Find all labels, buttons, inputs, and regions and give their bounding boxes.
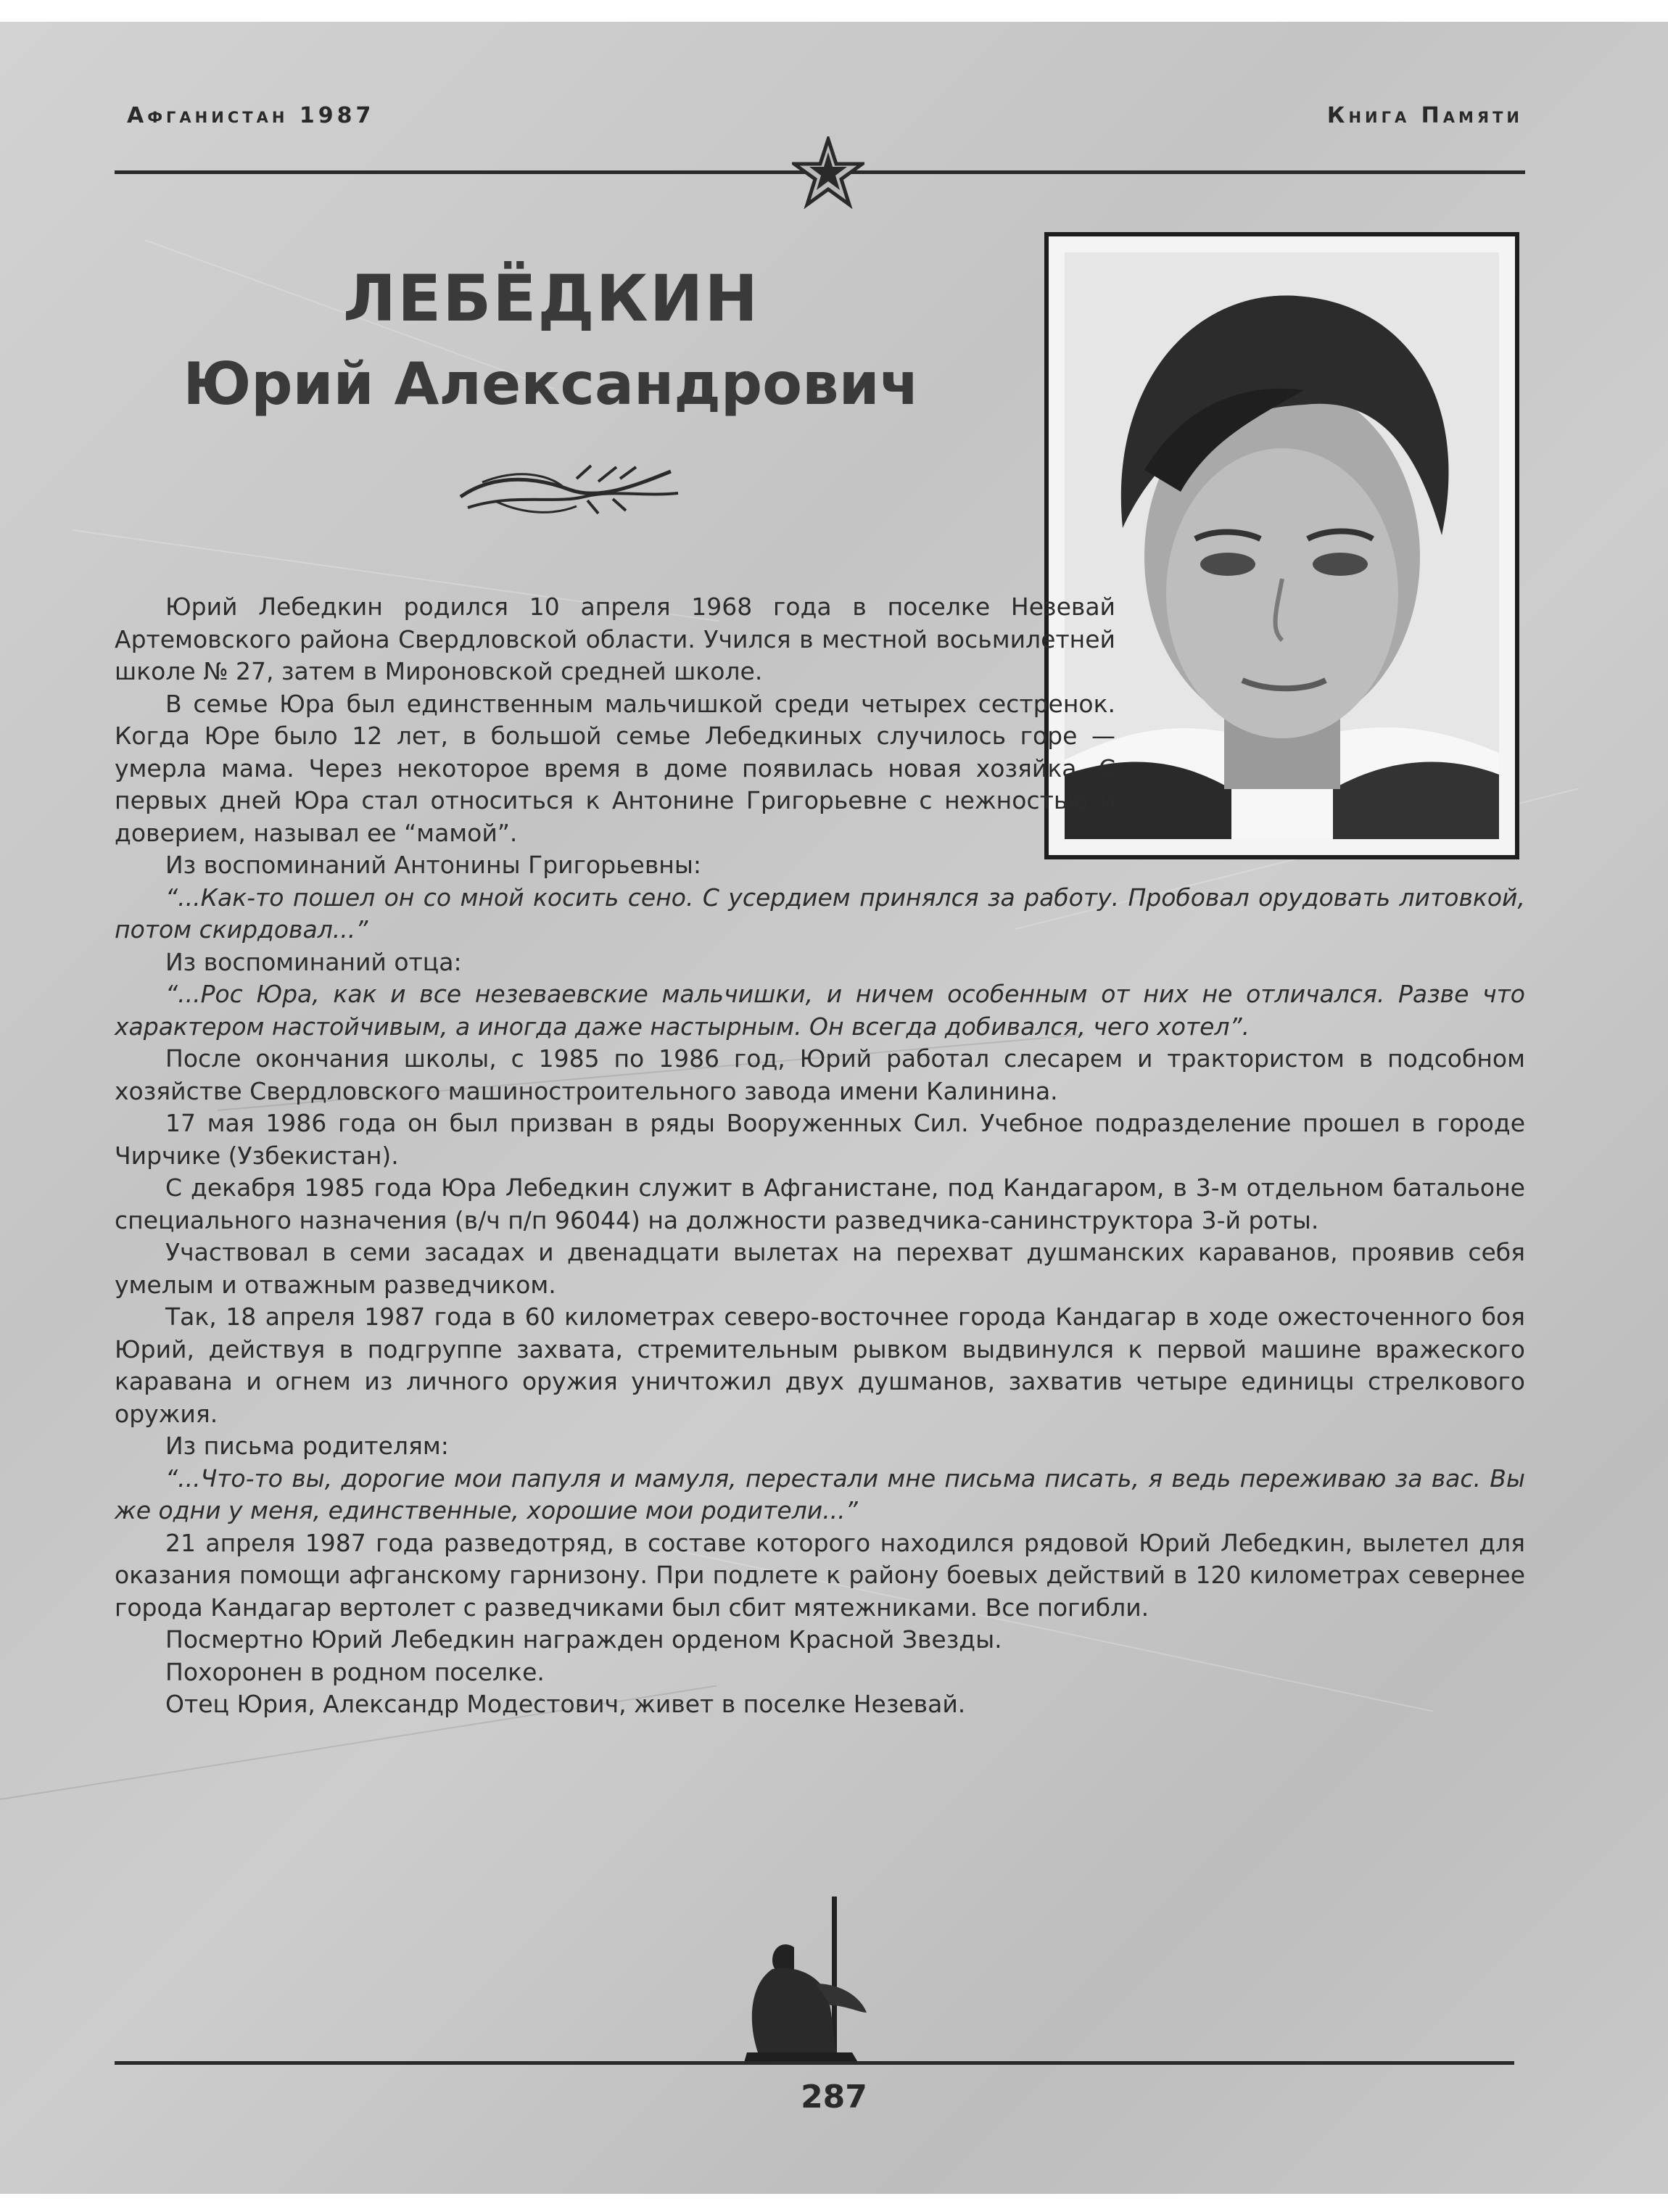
paragraph: В семье Юра был единственным мальчишкой среди четырех сестренок. Когда Юре было 12 лет, в большой семье Лебедкиных случилось горе — умерла мама. Через некоторое время в доме появилась новая хозяйка. С первых дней Юра стал относиться к Антонине Григорьевне с нежностью и доверием, называл ее “мамой”. [115, 689, 1115, 847]
paragraph: С декабря 1985 года Юра Лебедкин служит в Афганистане, под Кандагаром, в 3-м отдельном батальоне специального назначения (в/ч п/п 96044) на должности разведчика-санинструктора 3-й роты. [115, 1173, 1525, 1234]
memorial-soldier-icon [743, 1897, 903, 2071]
footer-rule [115, 2061, 1514, 2065]
book-page [0, 22, 1668, 2194]
quote-paragraph: “...Что-то вы, дорогие мои папуля и мамуля, перестали мне письма писать, я ведь переживаю за вас. Вы же одни у меня, единственные, хорошие мои родители...” [115, 1464, 1525, 1524]
header-book-title: Книга Памяти [1326, 103, 1523, 128]
paragraph: Из воспоминаний отца: [165, 947, 462, 976]
paragraph: Похоронен в родном поселке. [165, 1657, 545, 1686]
paragraph: Из письма родителям: [165, 1432, 449, 1460]
paragraph: Так, 18 апреля 1987 года в 60 километрах северо-восточнее города Кандагар в ходе ожесточенного боя Юрий, действуя в подгруппе захвата, стремительным рывком выдвинулся к первой машине вражеского каравана и огнем из личного оружия уничтожил двух душманов, захватив четыре единицы стрелкового оружия. [115, 1303, 1525, 1428]
person-surname: ЛЕБЁДКИН [343, 261, 759, 336]
ornament-icon [453, 457, 685, 522]
title-block [131, 261, 972, 418]
paragraph: Из воспоминаний Антонины Григорьевны: [165, 851, 702, 879]
paragraph: Участвовал в семи засадах и двенадцати вылетах на перехват душманских караванов, проявив себя умелым и отважным разведчиком. [115, 1238, 1525, 1299]
paragraph: После окончания школы, с 1985 по 1986 год, Юрий работал слесарем и трактористом в подсобном хозяйстве Свердловского машиностроительного завода имени Калинина. [115, 1044, 1525, 1105]
person-name: Юрий Александрович [183, 350, 920, 418]
paragraph: Посмертно Юрий Лебедкин награжден орденом Красной Звезды. [165, 1625, 1002, 1654]
paragraph: 21 апреля 1987 года разведотряд, в составе которого находился рядовой Юрий Лебедкин, вылетел для оказания помощи афганскому гарнизону. При подлете к району боевых действий в 120 километрах севернее города Кандагар вертолет с разведчиками был сбит мятежниками. Все погибли. [115, 1528, 1525, 1622]
paragraph: Юрий Лебедкин родился 10 апреля 1968 года в поселке Незевай Артемовского района Свердловской области. Учился в местной восьмилетней школе № 27, затем в Мироновской средней школе. [115, 593, 1115, 685]
page-number: 287 [801, 2079, 867, 2116]
paragraph: 17 мая 1986 года он был призван в ряды Вооруженных Сил. Учебное подразделение прошел в городе Чирчике (Узбекистан). [115, 1109, 1525, 1170]
quote-paragraph: “...Рос Юра, как и все незеваевские мальчишки, и ничем особенным от них не отличался. Разве что характером настойчивым, а иногда даже настырным. Он всегда добивался, чего хотел”. [115, 980, 1525, 1041]
star-icon [792, 136, 864, 209]
header-book-section: Афганистан 1987 [127, 103, 375, 128]
biography-text [115, 591, 1525, 1721]
paragraph: Отец Юрия, Александр Модестович, живет в поселке Незевай. [165, 1690, 966, 1718]
quote-paragraph: “...Как-то пошел он со мной косить сено. С усердием принялся за работу. Пробовал орудовать литовкой, потом скирдовал...” [115, 883, 1525, 944]
